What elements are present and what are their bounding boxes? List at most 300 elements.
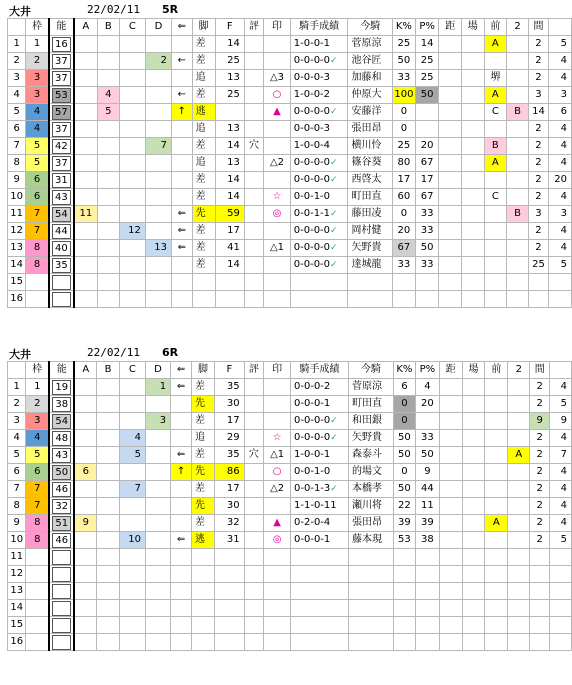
check-icon: ✓ [330,260,338,270]
running-style-text: 追 [194,432,205,443]
interval-2 [548,274,571,291]
jockey [348,430,393,447]
p-pct [416,549,440,566]
running-style [192,87,215,104]
ability-box [52,635,71,650]
running-style [191,481,214,498]
jockey-record-text: 1-0-0-2 [293,89,331,100]
running-style [191,566,214,583]
distance [439,600,462,617]
f-value-text: 25 [227,89,240,100]
evaluation [244,515,264,532]
col-d [145,634,170,651]
jockey-record [291,396,349,413]
jockey-text: 藤本現 [351,534,382,545]
col-b [97,566,119,583]
k-pct [393,240,416,257]
interval-2 [548,240,571,257]
row-number [8,464,26,481]
jockey-record [291,532,349,549]
mark [264,600,291,617]
header-jockey-record [291,362,349,379]
mark [264,532,291,549]
prev-text: 堺 [490,72,501,83]
frame [26,70,49,87]
interval-1-text: 14 [532,106,545,117]
col-c [119,430,145,447]
row-number [8,634,26,651]
frame-text: 8 [33,242,41,253]
header-row [8,362,572,379]
prev [485,617,508,634]
col-2 [507,87,529,104]
table-row [8,155,572,172]
interval-2-text: 3 [560,208,567,219]
col-2 [507,223,529,240]
k-pct [393,36,416,53]
f-value [215,566,245,583]
arrow-text: ← [177,89,186,100]
row-number-text: 1 [13,38,20,49]
row-number-text: 8 [13,500,20,511]
evaluation [244,413,264,430]
col-d [145,532,170,549]
jockey-record-text: 0-2-0-4 [294,517,331,528]
k-pct [393,549,415,566]
col-d [145,430,170,447]
interval-1-text: 2 [535,174,542,185]
p-pct-text: 50 [421,449,434,460]
row-number [8,549,26,566]
check-icon: ✓ [330,158,338,168]
ability-value: 46 [52,533,71,548]
k-pct-text: 25 [397,38,411,49]
ability [49,430,74,447]
col-d [145,515,170,532]
header-jockey [348,19,393,36]
row-number [8,53,26,70]
interval-2-text: 4 [560,242,567,253]
k-pct [393,396,415,413]
f-value [215,70,244,87]
p-pct [416,532,440,549]
jockey-text: 加藤和 [351,72,382,83]
evaluation [244,206,263,223]
k-pct-text: 33 [397,259,411,270]
p-pct [415,104,439,121]
header-f-value-text: F [226,21,233,32]
jockey-text: 的場文 [351,466,382,477]
interval-2-text: 5 [560,38,567,49]
col-d [145,240,171,257]
header-col-d-text: D [154,21,163,32]
running-style [192,138,215,155]
col-c [119,447,145,464]
distance [439,155,462,172]
jockey-record [291,566,349,583]
k-pct-text: 60 [397,191,411,202]
running-style-text: 追 [195,157,206,168]
header-k-pct [393,19,416,36]
ability-box [52,567,71,582]
arrow [171,498,192,515]
running-style-text: 差 [195,259,206,270]
prev-text: B [491,140,499,151]
f-value [215,515,245,532]
col-a [74,532,97,549]
table-row [8,430,572,447]
header-col-2 [507,19,529,36]
arrow-text: ⇐ [176,534,186,545]
running-style [191,634,214,651]
f-value [215,464,245,481]
header-p-pct [416,362,440,379]
check-icon: ✓ [330,226,338,236]
distance [439,274,462,291]
prev [485,515,508,532]
f-value-text: 17 [227,225,240,236]
arrow [171,104,192,121]
header-ability-text: 能 [56,21,67,32]
mark-text: ▲ [273,517,281,528]
distance [439,172,462,189]
col-b [97,617,119,634]
row-number-text: 5 [13,449,20,460]
interval-1-text: 2 [536,466,543,477]
ability-value: 37 [52,122,71,137]
col-2 [507,189,529,206]
f-value-text: 35 [226,381,240,392]
interval-1 [529,155,549,172]
arrow [171,396,192,413]
table-row [8,481,572,498]
col-a [74,464,97,481]
table-row [8,206,572,223]
evaluation [244,104,263,121]
k-pct-text: 50 [398,432,411,443]
table-row [8,464,572,481]
p-pct [416,583,440,600]
jockey-text: 張田昂 [351,517,382,528]
col-c-text: 12 [128,225,141,236]
evaluation [244,121,263,138]
jockey-text: 菅原涼 [351,381,382,392]
running-style-text: 逃 [194,534,205,545]
jockey-record [291,464,349,481]
ability-value: 31 [52,173,71,188]
table-row [8,617,572,634]
prev [485,549,508,566]
p-pct-text: 20 [420,140,434,151]
row-number [8,138,26,155]
arrow-text: ← [177,55,186,66]
jockey [348,206,393,223]
f-value [215,87,244,104]
f-value [215,396,245,413]
interval-1 [530,464,550,481]
entry-table [7,18,572,308]
col-d-text: 2 [160,55,167,66]
arrow [171,583,192,600]
arrow [171,36,192,53]
col-d [145,53,171,70]
row-number-text: 12 [10,225,24,236]
row-number-text: 11 [10,208,24,219]
table-row [8,396,572,413]
jockey [348,257,393,274]
arrow [171,379,192,396]
row-number [8,498,26,515]
jockey-record-text: 0-0-0-0 [294,432,331,443]
col-2 [507,36,529,53]
col-d [145,223,171,240]
jockey [348,121,393,138]
col-d-text: 3 [159,415,167,426]
entry-table [7,361,572,651]
mark [264,617,291,634]
header-prev-text: 前 [490,21,501,32]
frame [26,549,49,566]
prev-text: A [491,89,499,100]
k-pct [393,87,416,104]
arrow-text: ⇐ [176,449,186,460]
running-style-text: 先 [194,466,205,477]
prev [484,87,507,104]
prev [484,206,507,223]
row-number [8,600,26,617]
table-row [8,87,572,104]
ability [49,617,74,634]
interval-1-text: 2 [536,432,543,443]
jockey-record-text: 1-0-0-1 [294,449,331,460]
k-pct-text: 33 [397,72,411,83]
k-pct-text: 0 [400,123,408,134]
jockey [348,532,393,549]
interval-2-text: 4 [560,225,567,236]
ability [49,70,74,87]
running-style-text: 差 [194,483,205,494]
jockey-record-text: 0-0-0-1 [294,534,331,545]
prev [484,223,507,240]
course [462,87,485,104]
table-row [8,447,572,464]
col-b [97,464,119,481]
f-value-text: 17 [226,483,240,494]
interval-1 [530,566,550,583]
row-number-text: 12 [10,568,24,579]
col-2 [507,240,529,257]
col-2 [507,274,529,291]
frame [26,138,49,155]
ability [49,87,74,104]
jockey [348,447,393,464]
frame [26,223,49,240]
col-b [97,87,119,104]
table-row [8,257,572,274]
col-b [97,549,119,566]
arrow [171,291,192,308]
col-a [74,617,97,634]
ability [49,223,74,240]
ability [49,240,74,257]
jockey-record [290,138,348,155]
ability [49,532,74,549]
header-col-c [119,19,145,36]
interval-1 [530,379,550,396]
p-pct [416,447,440,464]
jockey-record [290,206,348,223]
col-d [145,379,170,396]
col-2 [508,379,530,396]
course [462,155,485,172]
interval-1-text: 2 [536,517,543,528]
course [462,138,485,155]
f-value-text: 13 [227,72,240,83]
row-number [8,430,26,447]
arrow-text: ↑ [176,466,186,477]
row-number-text: 15 [10,619,24,630]
mark-text: △1 [269,242,284,253]
ability-box [52,618,71,633]
col-c [119,53,145,70]
mark-text: △1 [270,449,285,460]
interval-2 [549,600,571,617]
interval-2-text: 5 [560,534,567,545]
col-a [74,481,97,498]
jockey-record [291,600,349,617]
check-icon: ✓ [330,107,338,117]
p-pct-text: 33 [420,259,434,270]
k-pct-text: 0 [401,466,408,477]
interval-1 [529,104,549,121]
col-b [97,481,119,498]
p-pct-text: 11 [421,500,434,511]
interval-1-text: 2 [535,157,542,168]
k-pct [393,104,416,121]
frame-text: 1 [33,38,41,49]
jockey-record [291,515,349,532]
mark-text: ○ [272,466,282,477]
jockey-text: 西啓太 [351,174,382,185]
f-value [215,36,244,53]
row-number [8,223,26,240]
interval-1 [529,257,549,274]
frame-text: 3 [34,415,41,426]
frame [26,532,49,549]
col-c [119,464,145,481]
frame [26,274,49,291]
col-b [97,532,119,549]
ability [49,447,74,464]
jockey-record [291,481,349,498]
col-a [74,291,98,308]
col-c [119,70,145,87]
running-style [192,70,215,87]
table-row [8,549,572,566]
jockey-text: 張田昂 [351,123,382,134]
col-a [74,600,97,617]
mark [264,121,291,138]
frame [26,600,49,617]
running-style [192,206,215,223]
f-value-text: 14 [227,174,240,185]
f-value [215,172,244,189]
prev-text: C [491,191,499,202]
f-value-text: 41 [227,242,240,253]
f-value-text: 25 [227,55,240,66]
mark [264,223,291,240]
interval-2 [548,87,571,104]
jockey [348,172,393,189]
mark-text: ☆ [272,191,282,202]
k-pct [393,583,415,600]
jockey [348,240,393,257]
arrow [171,223,192,240]
interval-2 [548,36,571,53]
jockey-record-text: 0-0-1-0 [293,191,331,202]
f-value-text: 35 [226,449,240,460]
frame [26,447,49,464]
row-number-text: 9 [13,517,20,528]
table-row [8,498,572,515]
jockey-text: 森泰斗 [351,449,382,460]
evaluation [244,583,264,600]
row-number [8,172,26,189]
header-interval-1 [529,19,549,36]
header-mark-text: 印 [271,21,282,32]
running-style [192,274,215,291]
jockey-text: 池谷匠 [351,55,382,66]
p-pct [415,121,439,138]
f-value [215,532,245,549]
course [462,532,485,549]
k-pct-text: 0 [400,106,408,117]
k-pct [393,413,415,430]
distance [439,549,462,566]
distance [439,379,462,396]
ability [49,413,74,430]
frame-text: 3 [33,89,41,100]
col-d [145,291,171,308]
col-a [74,498,97,515]
frame [26,104,49,121]
header-distance-text: 距 [445,21,456,32]
arrow [171,138,192,155]
running-style [192,257,215,274]
f-value [215,274,244,291]
evaluation [244,549,264,566]
table-row [8,413,572,430]
jockey [348,70,393,87]
table-row [8,566,572,583]
ability [49,206,74,223]
course [462,53,485,70]
k-pct-text: 80 [397,157,411,168]
col-c [119,379,145,396]
header-evaluation [244,19,263,36]
frame [26,430,49,447]
header-col-2 [508,362,530,379]
jockey [348,498,393,515]
frame-text: 5 [34,449,41,460]
k-pct-text: 53 [398,534,411,545]
jockey-text: 和田銀 [351,415,382,426]
arrow [171,206,192,223]
course [462,464,485,481]
row-number-text: 10 [10,534,24,545]
running-style-text: 差 [195,242,206,253]
header-row-number [8,19,26,36]
